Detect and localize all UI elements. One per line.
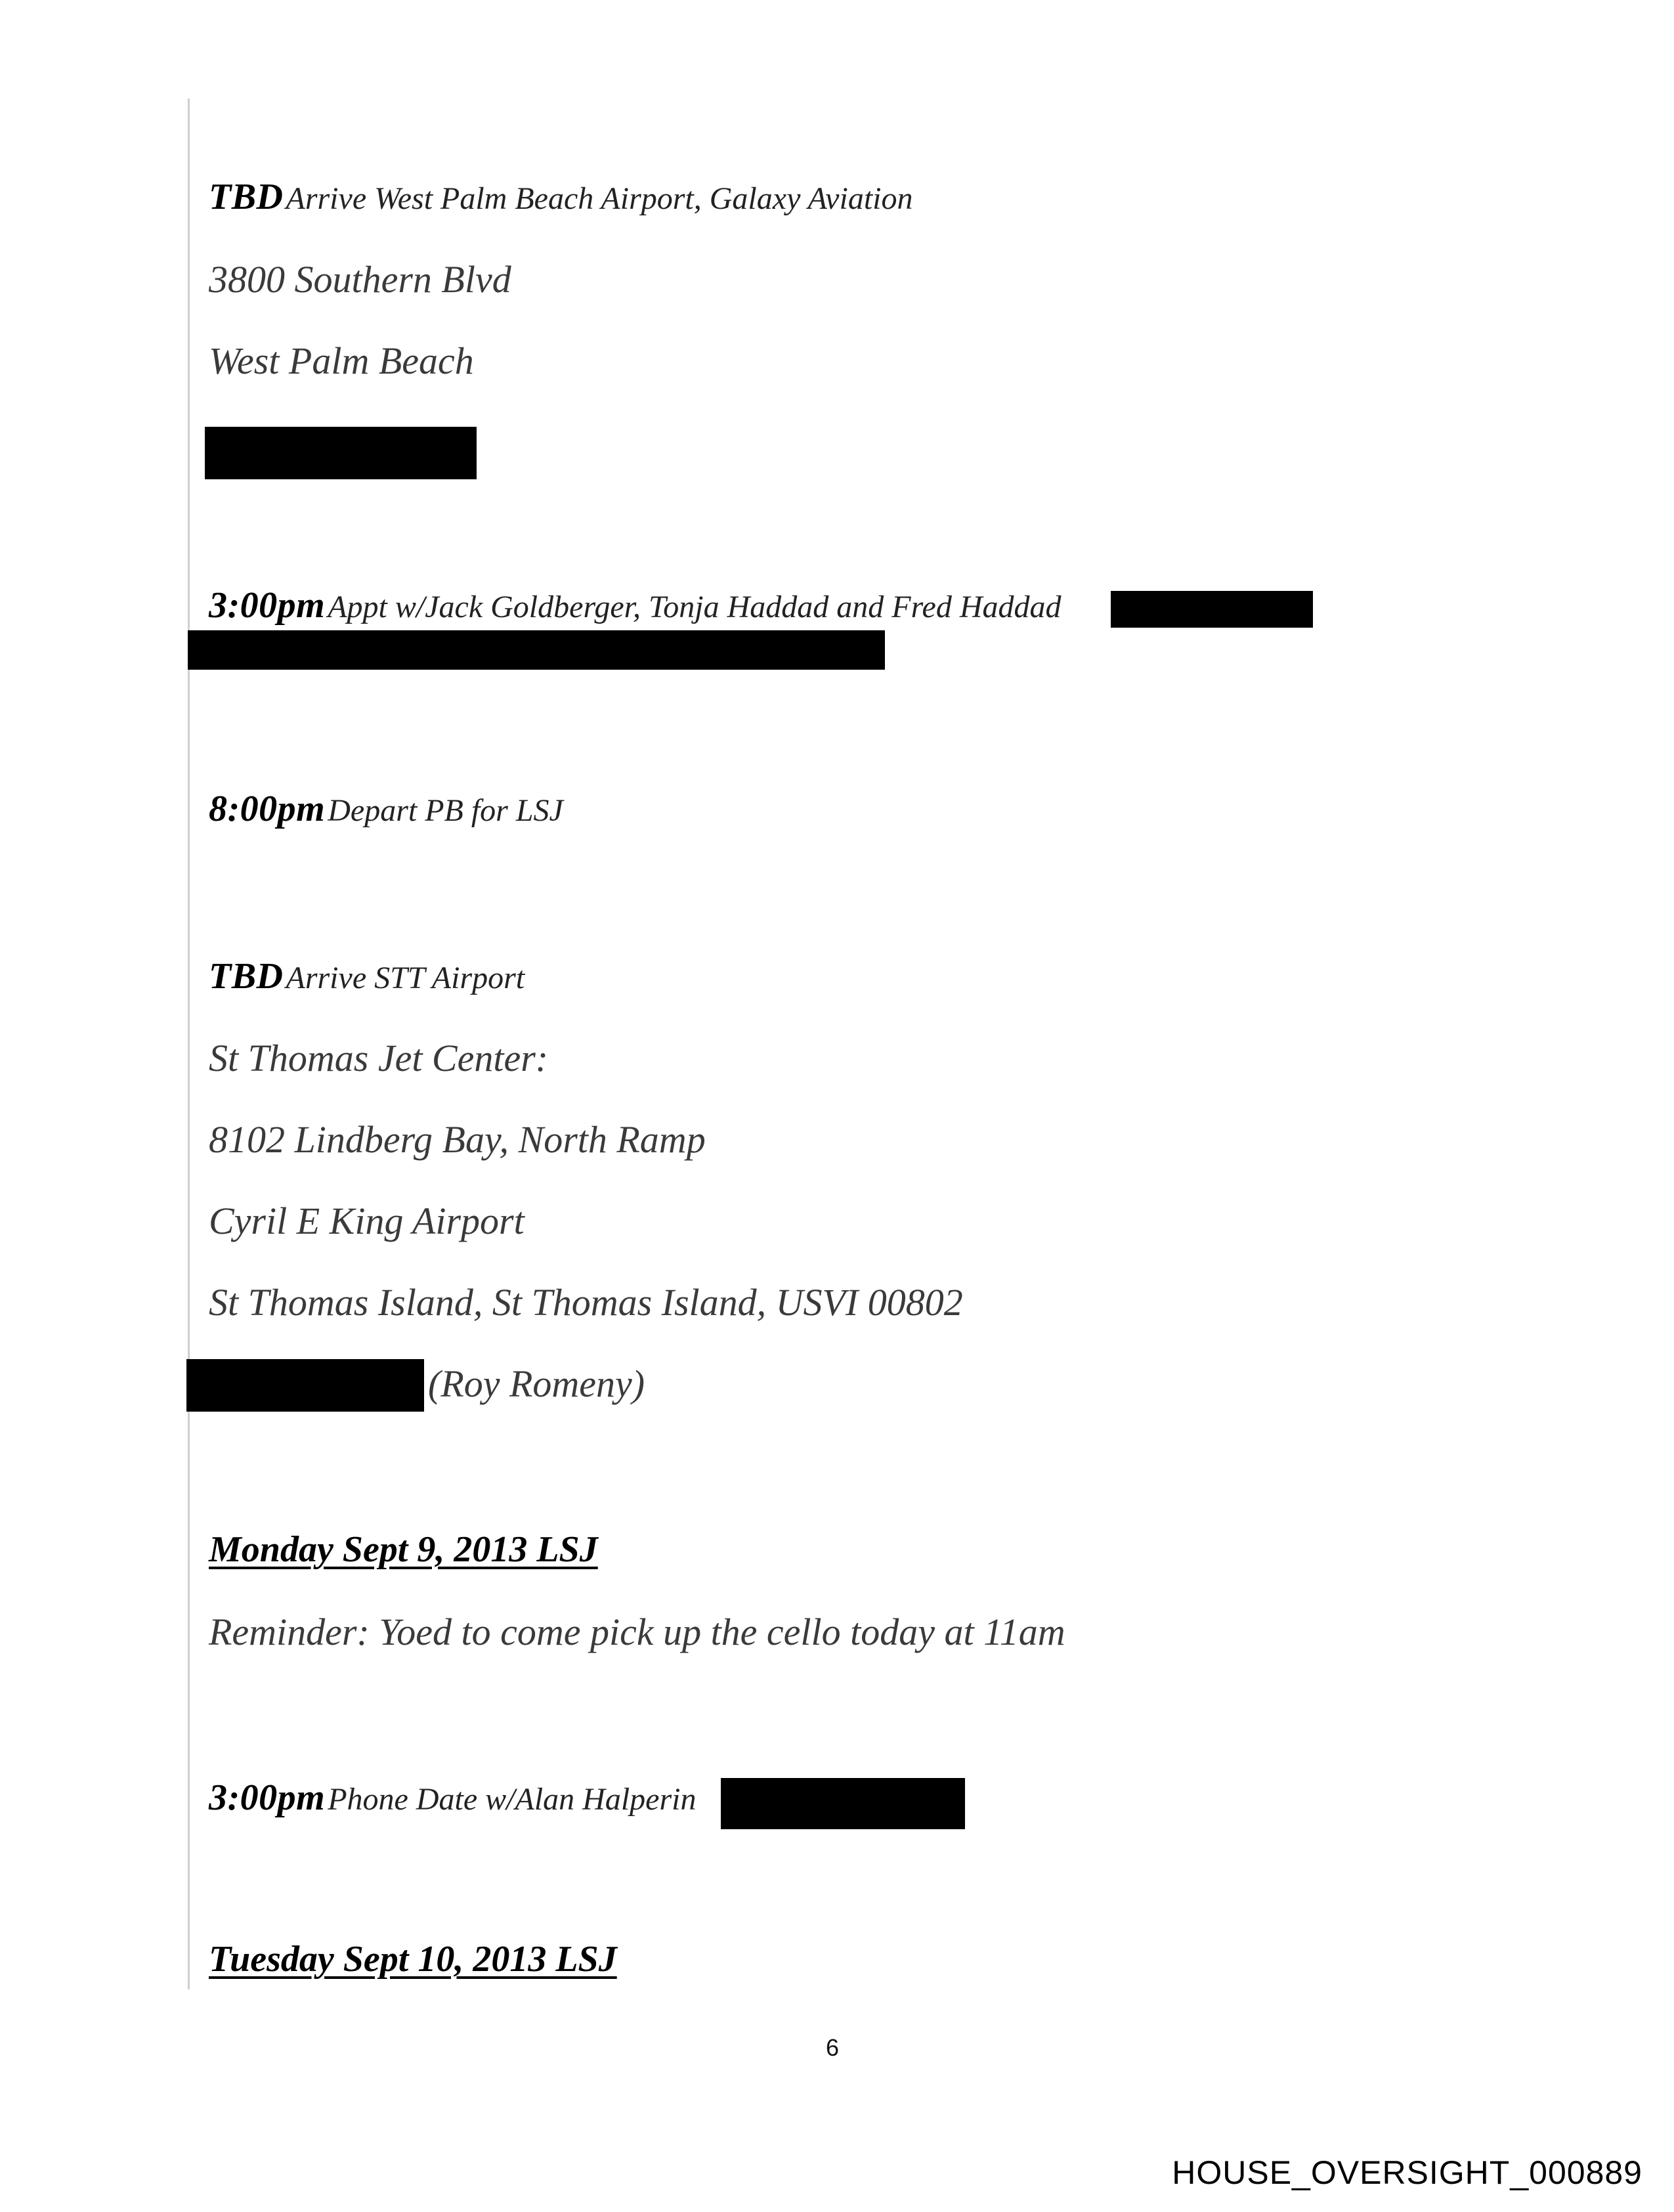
- date-heading-tuesday: Tuesday Sept 10, 2013 LSJ: [209, 1939, 617, 1980]
- entry-text: Phone Date w/Alan Halperin: [328, 1782, 697, 1817]
- reminder-text: Reminder: Yoed to come pick up the cello today at 11am: [209, 1611, 1065, 1653]
- entry-time: 3:00pm: [209, 585, 326, 626]
- address-line: St Thomas Jet Center:: [209, 1037, 549, 1079]
- page-number: 6: [826, 2034, 840, 2061]
- entry-text: Depart PB for LSJ: [328, 793, 563, 828]
- entry-time: 3:00pm: [209, 1777, 326, 1818]
- redaction-block: [1111, 591, 1313, 628]
- redaction-block: [186, 1359, 424, 1412]
- entry-text: Appt w/Jack Goldberger, Tonja Haddad and Fred Haddad: [328, 590, 1062, 624]
- margin-rule: [188, 98, 190, 1989]
- redaction-block: [188, 630, 885, 670]
- address-line: 3800 Southern Blvd: [209, 258, 511, 301]
- bates-number: HOUSE_OVERSIGHT_000889: [1172, 2154, 1642, 2191]
- redaction-block: [205, 427, 477, 479]
- entry-appt: [209, 584, 1061, 626]
- entry-arrive-wpb: [209, 176, 912, 218]
- entry-phone: [209, 1777, 696, 1819]
- address-line: St Thomas Island, St Thomas Island, USVI 00802: [209, 1281, 963, 1324]
- redaction-block: [721, 1778, 965, 1829]
- address-line: Cyril E King Airport: [209, 1200, 525, 1242]
- entry-time: TBD: [209, 956, 284, 997]
- entry-text: Arrive West Palm Beach Airport, Galaxy Aviation: [286, 181, 913, 216]
- date-heading-monday: Monday Sept 9, 2013 LSJ: [209, 1529, 598, 1570]
- entry-text: Arrive STT Airport: [286, 961, 525, 995]
- contact-name: (Roy Romeny): [428, 1362, 645, 1405]
- entry-arrive-stt: [209, 955, 525, 997]
- entry-time: 8:00pm: [209, 789, 326, 829]
- address-line: West Palm Beach: [209, 339, 474, 382]
- entry-time: TBD: [209, 177, 284, 217]
- address-line: 8102 Lindberg Bay, North Ramp: [209, 1118, 706, 1161]
- entry-depart: [209, 788, 563, 830]
